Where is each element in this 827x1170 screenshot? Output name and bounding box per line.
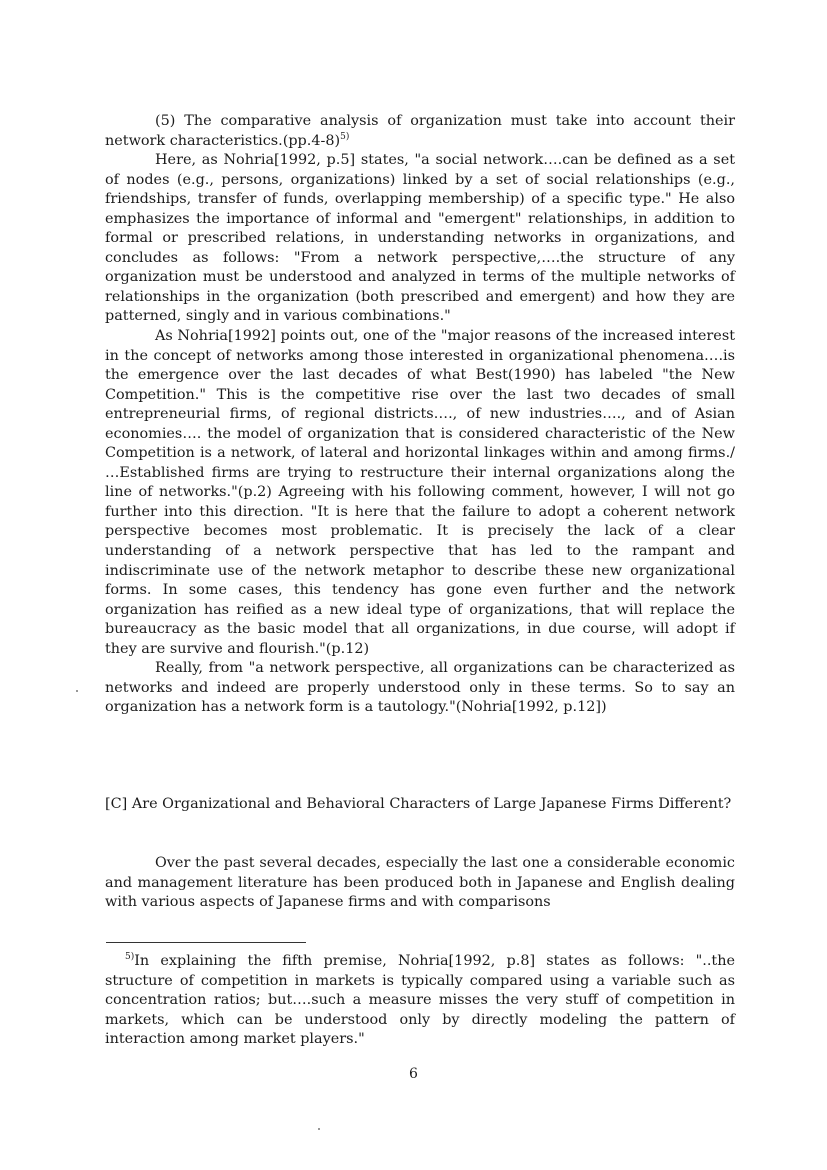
section-heading: [C] Are Organizational and Behavioral Characters of Large Japanese Firms Different? <box>105 796 732 812</box>
scan-speck <box>318 1128 320 1130</box>
page-number: 6 <box>409 1066 418 1082</box>
paragraph-premise-5 <box>105 112 735 151</box>
footnote-reference: 5) <box>340 131 350 142</box>
paragraph-network-perspective: Really, from "a network perspective, all organizations can be characterized as networks and indeed are properly understood only in these terms. So to say an organization has a network form is a tautology."(Nohria[1992, p.12]) <box>105 660 735 716</box>
paragraph-literature-review: Over the past several decades, especially the last one a considerable economic and management literature has been produced both in Japanese and English dealing with various aspects of Japanese firms and with comparisons <box>105 855 735 911</box>
footnote-text: In explaining the fifth premise, Nohria[1992, p.8] states as follows: "..the structure of competition in markets is typically compared using a variable such as concentration ratios; but….such a measure misses the very stuff of competition in markets, which can be understood only by directly modeling the pattern of interaction among market players." <box>105 953 735 1047</box>
paragraph-premise-5-text: (5) The comparative analysis of organization must take into account their network characteristics.(pp.4-8) <box>105 113 735 149</box>
scan-speck <box>76 690 78 692</box>
footnote <box>105 952 735 1050</box>
paragraph-new-competition: As Nohria[1992] points out, one of the "major reasons of the increased interest in the concept of networks among those interested in organizational phenomena….is the emergence over the last decades of what Best(1990) has labeled "the New Competition." This is the competitive rise over the last two decades of small entrepreneurial firms, of regional districts…., of new industries…., and of Asian economies…. the model of organization that is considered characteristic of the New Competition is a network, of lateral and horizontal linkages within and among firms./ …Established firms are trying to restructure their internal organizations along the line of networks."(p.2) Agreeing with his following comment, however, I will not go further into this direction. "It is here that the failure to adopt a coherent network perspective becomes most problematic. It is precisely the lack of a clear understanding of a network perspective that has led to the rampant and indiscriminate use of the network metaphor to describe these new organizational forms. In some cases, this tendency has gone even further and the network organization has reified as a new ideal type of organizations, that will replace the bureaucracy as the basic model that all organizations, in due course, will adopt if they are survive and flourish."(p.12) <box>105 328 735 657</box>
footnote-marker: 5) <box>125 952 135 963</box>
footnote-divider <box>106 942 306 943</box>
body-text <box>105 112 735 718</box>
paragraph-social-network-definition: Here, as Nohria[1992, p.5] states, "a social network….can be defined as a set of nodes (e.g., persons, organizations) linked by a set of social relationships (e.g., friendships, transfer of funds, overlapping membership) of a specific type." He also emphasizes the importance of informal and "emergent" relationships, in addition to formal or prescribed relations, in understanding networks in organizations, and concludes as follows: "From a network perspective,….the structure of any organization must be understood and analyzed in terms of the multiple networks of relationships in the organization (both prescribed and emergent) and how they are patterned, singly and in various combinations." <box>105 152 735 325</box>
